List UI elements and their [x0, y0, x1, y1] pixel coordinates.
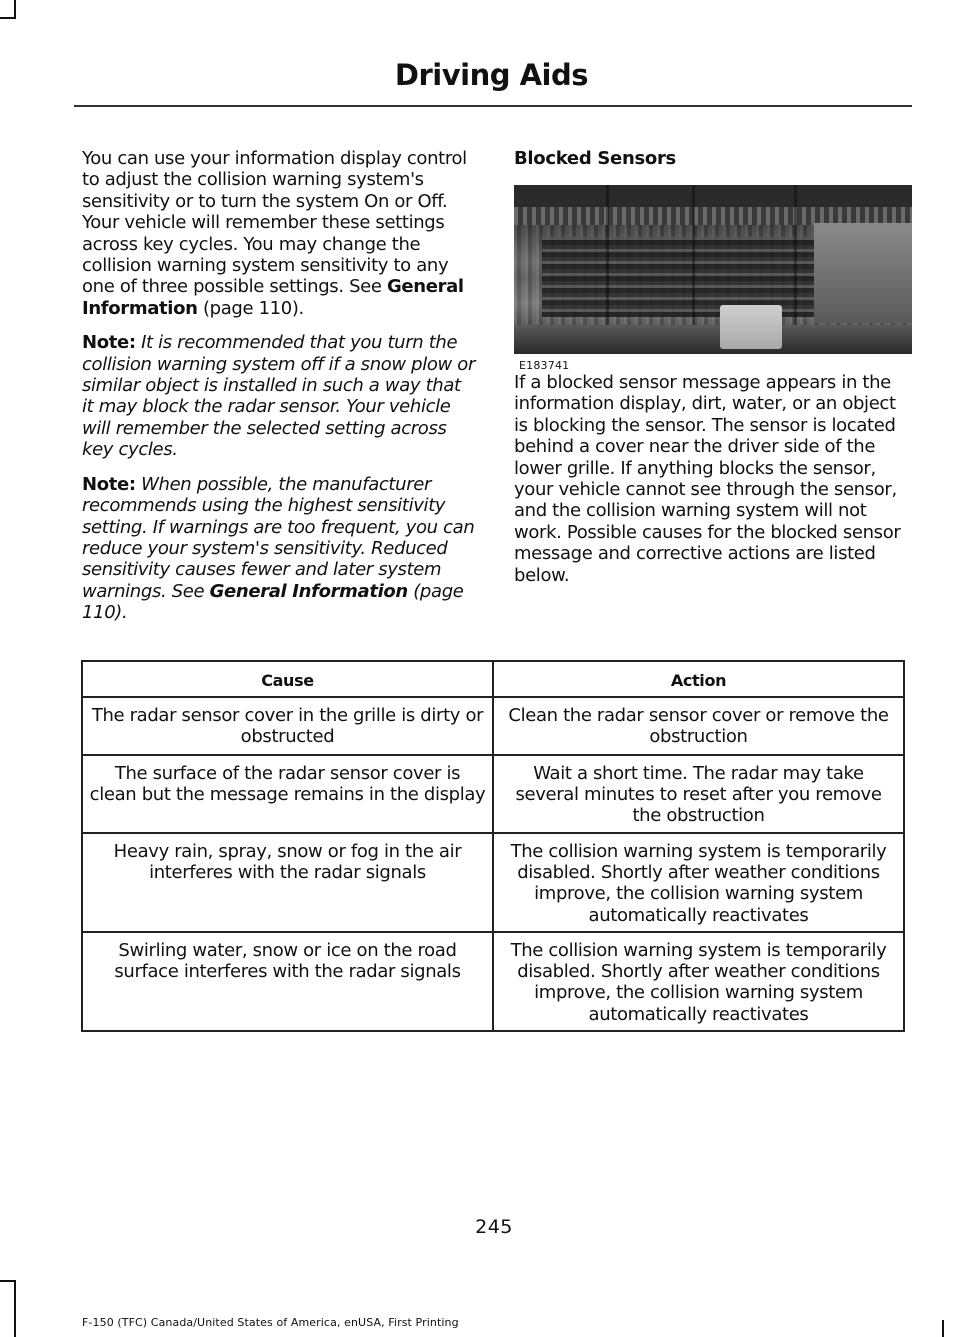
action-cell: The collision warning system is temporarily disabled. Shortly after weather conditions improve, the collision warning system automatically reactivates — [493, 833, 904, 932]
cause-cell: The radar sensor cover in the grille is dirty or obstructed — [82, 697, 493, 755]
note-2-reference-link[interactable]: General Information — [209, 580, 408, 602]
intro-paragraph — [82, 148, 476, 319]
crop-mark — [942, 1320, 944, 1337]
header-rule — [74, 105, 912, 107]
note-label: Note: — [82, 473, 136, 495]
cause-cell: Heavy rain, spray, snow or fog in the air interferes with the radar signals — [82, 833, 493, 932]
table-row — [82, 755, 904, 833]
intro-reference-page: (page 110). — [197, 297, 304, 319]
action-cell: Clean the radar sensor cover or remove the obstruction — [493, 697, 904, 755]
section-heading: Blocked Sensors — [514, 148, 676, 169]
crop-mark — [0, 17, 16, 19]
table-row — [82, 697, 904, 755]
column-header-cause: Cause — [82, 661, 493, 697]
crop-mark — [0, 1280, 16, 1282]
cause-action-table — [81, 660, 905, 1032]
right-column — [514, 148, 912, 599]
note-2-text: When possible, the manufacturer recommends using the highest sensitivity setting. If warnings are too frequent, you can reduce your system's sensitivity. Reduced sensitivity causes fewer and later system warnings. See — [82, 473, 475, 602]
table-row — [82, 932, 904, 1031]
left-column — [82, 148, 476, 637]
crop-mark — [14, 1280, 16, 1337]
note-2 — [82, 474, 476, 624]
column-header-action: Action — [493, 661, 904, 697]
note-1-text: It is recommended that you turn the collision warning system off if a snow plow or similar object is installed in such a way that it may block the radar sensor. Your vehicle will remember the selected setting across key cycles. — [82, 332, 476, 461]
page-number: 245 — [475, 1216, 513, 1238]
cause-cell: Swirling water, snow or ice on the road surface interferes with the radar signals — [82, 932, 493, 1031]
footer-text: F-150 (TFC) Canada/United States of America, enUSA, First Printing — [82, 1316, 459, 1329]
table-row — [82, 833, 904, 932]
note-1 — [82, 332, 476, 460]
note-label: Note: — [82, 332, 136, 354]
blocked-sensor-paragraph: If a blocked sensor message appears in the information display, dirt, water, or an object is blocking the sensor. The sensor is located behind a cover near the driver side of the lower grille. If anything blocks the sensor, your vehicle cannot see through the sensor, and the collision warning system will not work. Possible causes for the blocked sensor message and corrective actions are listed below. — [514, 372, 901, 586]
cause-cell: The surface of the radar sensor cover is clean but the message remains in the display — [82, 755, 493, 833]
intro-text: You can use your information display control to adjust the collision warning system's sensitivity or to turn the system On or Off. Your vehicle will remember these settings across key cycles. You may change the collision warning system sensitivity to any one of three possible settings. See — [82, 148, 467, 298]
intro-reference-link[interactable]: General Information — [82, 276, 464, 319]
crop-mark — [14, 0, 16, 18]
grille-sensor-photo — [514, 185, 912, 354]
action-cell: The collision warning system is temporarily disabled. Shortly after weather conditions improve, the collision warning system automatically reactivates — [493, 932, 904, 1031]
page-title: Driving Aids — [394, 58, 588, 92]
action-cell: Wait a short time. The radar may take several minutes to reset after you remove the obstruction — [493, 755, 904, 833]
note-2-reference-page: (page 110). — [82, 580, 464, 624]
image-id: E183741 — [519, 359, 570, 372]
